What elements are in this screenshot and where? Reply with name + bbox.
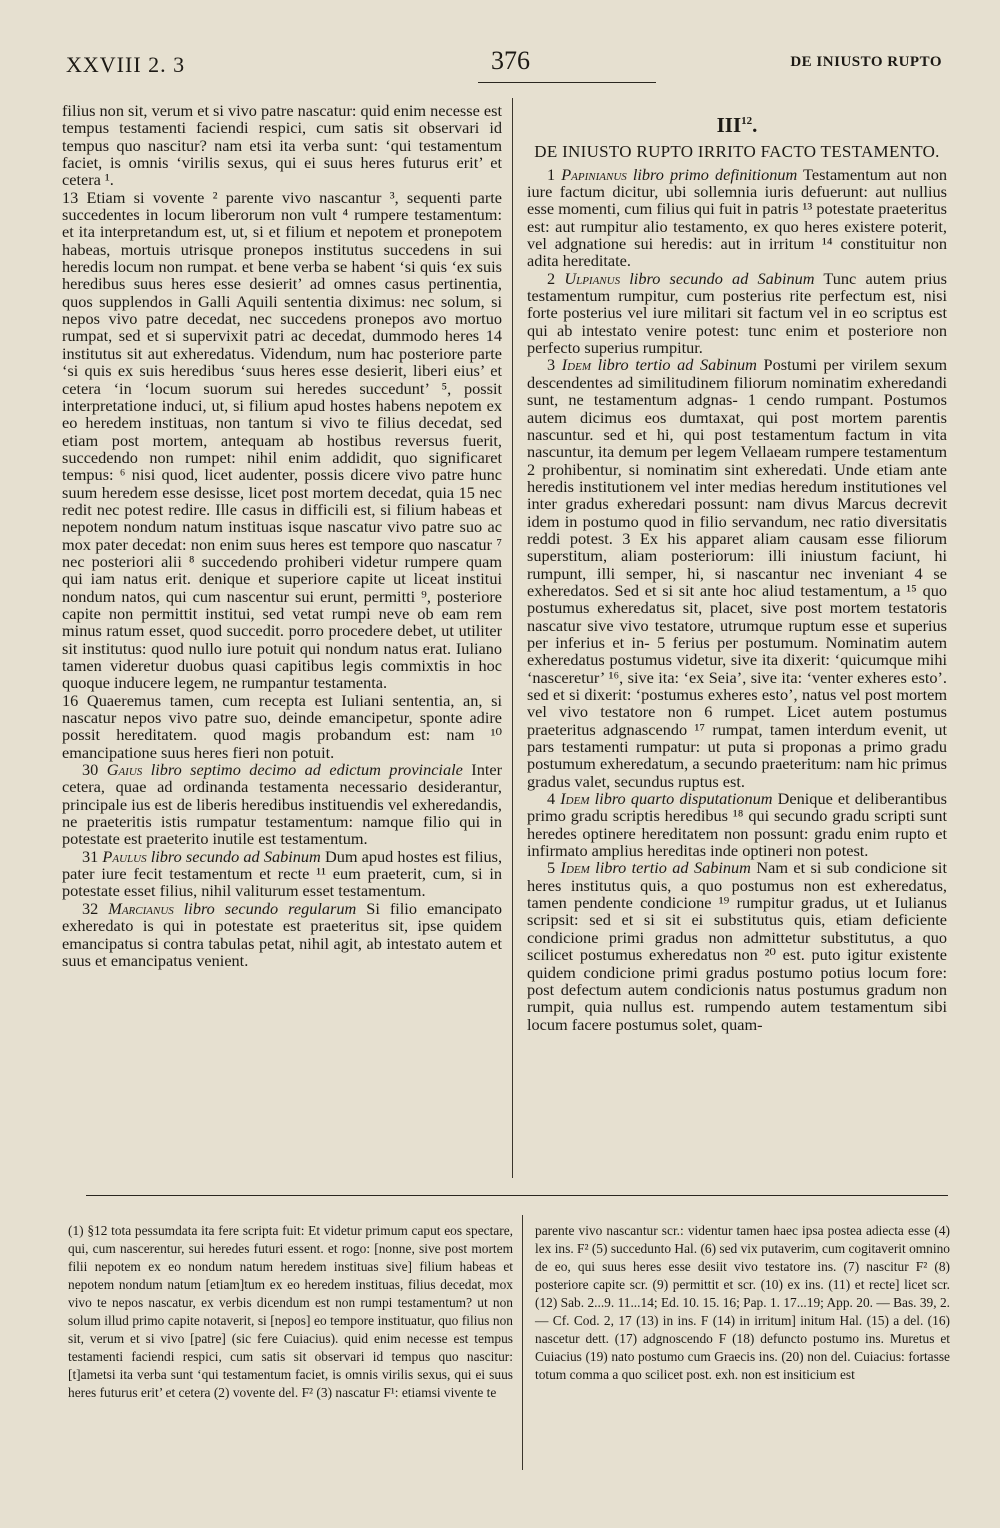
fragment-5 <box>527 859 947 1032</box>
fragment-source: libro tertio ad Sabinum <box>597 355 757 375</box>
fragment-author: Idem <box>560 789 590 809</box>
header-running-title: DE INIUSTO RUPTO <box>790 54 942 70</box>
running-header <box>66 46 942 86</box>
right-column <box>527 113 947 1033</box>
fragment-text: Inter cetera, quae ad ordinanda testamenta necessario desiderantur, principale ius est de liberis heredibus instituendis vel exheredandis, ne praeteritis istis rumpatur testamentum: namque filio qui in potestate est praeterito inutile est testamentum. <box>62 760 503 849</box>
page-number: 376 <box>491 46 530 75</box>
paragraph: filius non sit, verum et si vivo patre nascatur: quid enim necesse est tempus testamenti faciendi respici, cum satis sit observari id tempus quo nascitur? nam etsi ita verba sunt: ‘qui testamentum faciet, is omnis ‘virilis sexus, qui ei suus heres futurus erit’ et cetera ¹. <box>62 101 502 190</box>
fragment-number: 31 <box>82 846 99 866</box>
title-note-marker: 12 <box>741 115 753 127</box>
paragraph: 13 Etiam si vovente ² parente vivo nascantur ³, sequenti parte succedentes in locum liberorum non vult ⁴ rumpere testamentum: et ita interpretandum est, ut, si et filium et nepotem et pronepotem habeas, mortuis utrisque pronepos institutus succedens in sui heredis locum non rumpat. et bene verba se habent ‘si quis ‘ex suis heredibus suus heres esse desierit’ ad omnes casus pertinentia, quos supplendos in Galli Aquili sententia diximus: nec solum, si nepos vivo patre decedat, nec succedens pronepos avo mortuo rumpat, sed et si supervixit patri ac decedat, dummodo heres 14 institutus sit aut exheredatus. Videndum, num hac posteriore parte ‘si quis ex suis heredibus ‘suus heres esse desierit, liberi eius’ et cetera ‘in ‘locum suorum sui heredes succedunt’ ⁵, possit interpretatione induci, ut, si filium apud hostes habens nepotem ex eo heredem instituas, non tantum si vivo te filius decedat, sed etiam post mortem, antequam ab hostibus reversus fuerit, succedendo non rumpet: nihil enim addidit, quo significaret tempus: ⁶ nisi quod, licet audenter, possis dicere vivo patre hunc suum heredem esse desisse, licet post mortem decedat, quia 15 nec redit nec potest redire. Ille casus in difficili est, si filium habeas et nepotem nondum natum instituas isque nascatur vivo patre suo ac mox pater decedat: non enim suus heres est tempore quo nascatur ⁷ nec posteriori alii ⁸ succedendo prohiberi videtur rumpere quam qui iam natus erit. denique et superiore capite ut liceat institui nondum natos, qui cum nascentur sui erunt, permitti ⁹, posteriore capite non permittit institui, sed vetat rumpi neve ob eam rem minus ratum esset, quod succedit. porro procedere debet, ut utiliter sit institutus: quod nullo iure potuit qui nondum natus erat. Iuliano tamen videretur duobus quasi capitibus legis commixtis in hoc quoque inducere legem, ne rumpantur testamenta. <box>62 187 502 693</box>
fragment-number: 2 <box>547 268 556 288</box>
column-divider <box>512 98 513 1178</box>
fragment-source: libro septimo decimo ad edictum provinciale <box>150 760 463 780</box>
footnote-text: (1) §12 tota pessumdata ita fere scripta fuit: Et videtur primum caput eos spectare, qui, cum nascerentur, sui heredes futuri essent. et rogo: [nonne, sive post mortem filii nepotem ex eo nondum natum heredem instituas sive] filium habeas et nepotem nondum natum [etiam]tum ex eo heredem instituas, filius decedat, mox vivo te nepos nascatur, ex verbis dicendum est non rumpi testamentum? ut non solum illud primo capite notaverit, si [nepos] eo tempore instituatur, quo filius non sit, verum et si vivo [patre] (sic fere Cuiacius). quid enim necesse est tempus testamenti faciendi respici, cum satis sit observari id tempus quo nascitur: [t]ametsi ita verba sunt ‘qui testamentum faciet, is omnis virilis sexus, qui ei suus heres futurus erit’ et cetera (2) vovente del. F² (3) nascatur F¹: etiamsi vivente te <box>68 1223 513 1400</box>
fragment-text: Tunc autem prius testamentum rumpitur, cum posterius rite perfectum est, nisi forte posterius vel iure militari sit factum vel in eo scriptus est qui ab intestato venire potest: tunc enim et posteriore non perfecto superius rumpitur. <box>527 268 947 358</box>
fragment-source: libro secundo ad Sabinum <box>150 846 321 866</box>
fragment-number: 5 <box>547 858 556 878</box>
fragment-author: Idem <box>561 355 591 375</box>
fragment-text: Postumi per virilem sexum descendentes ad similitudinem filiorum nominatim exheredandi sunt, ne testamentum adgnas- 1 cendo rumpant. Postumos autem dicimus eos dumtaxat, qui post mortem parentis nascuntur. sed et hi, qui post testamentum factum in vita nascuntur, ita demum per legem Vellaeam rumpere testamentum 2 prohibentur, si nominatim sint exheredati. Unde etiam ante heredis institutionem vel inter medias heredum institutiones vel inter gradus exheredari possunt: nam divus Marcus decrevit idem in postumo quod in filio servandum, nec ratio diversitatis reddi potest. 3 Ex his apparet aliam causam esse filiorum superstitum, aliam posteriorum: illi iniustum faciunt, hi rumpunt, illi semper, hi, si nascantur nec inveniant 4 se exheredatos. Sed et si sit ante hoc aliud testamentum, a ¹⁵ quo postumus exheredatus sit, placet, sive post mortem testatoris nascatur sive vivo testatore, utrumque ruptum esse et superius per inferius et in- 5 ferius per postumum. Nominatim autem exheredatus postumus videtur, sive ita dixerit: ‘quicumque mihi ‘nasceretur’ ¹⁶, sive ita: ‘ex Seia’, sive ita: ‘venter exheres esto’. sed et si dixerit: ‘postumus exheres esto’, natus vel post mortem vel vivo testatore non 6 rumpet. Licet autem postumus praeteritus adgnascendo ¹⁷ rumpat, tamen interdum evenit, ut pars testamenti rumpatur: ut puta si proponas a primo gradu postumum exheredatum, a secundo praeteritum: nam hic primus gradus valet, secundus ruptus est. <box>527 355 947 791</box>
footnote-text: parente vivo nascantur scr.: videntur tamen haec ipsa postea adiecta esse (4) lex ins. F² (5) succedunto Hal. (6) sed vix putaverim, cum cogitaverit omnino de eo, qui suus heres esse desiit vivo testatore ins. (7) nascitur F² (8) posteriore capite scr. (9) permittit et scr. (10) ex ins. (11) et recte] licet scr. (12) Sab. 2...9. 11...14; Ed. 10. 15. 16; Pap. 1. 17...19; App. 20. — Bas. 39, 2. — Cf. Cod. 2, 17 (13) in ins. F (14) in irritum] initum Hal. (15) a del. (16) nascetur dett. (17) adgnoscendo F (18) defuncto postumo ins. Muretus et Cuiacius (19) nato postumo cum Graecis ins. (20) non del. Cuiacius: fortasse totum comma a quo scilicet post. exh. non est insiticium est <box>535 1223 950 1382</box>
fragment-author: Marcianus <box>108 898 174 918</box>
fragment-number: 4 <box>547 789 556 809</box>
fragment-text: Testamentum aut non iure factum dicitur, ubi sollemnia iuris defuerunt: aut nullius esse momenti, cum filius qui fuit in patris ¹³ potestate praeteritus est: aut rumpitur alio testamento, ex quo heres existere poterit, vel adgnatione sui heredis: aut in irritum ¹⁴ constituitur non adita hereditate. <box>527 164 947 271</box>
fragment-2 <box>527 270 947 357</box>
fragment-number: 1 <box>547 164 556 184</box>
footnote-column-divider <box>522 1215 523 1470</box>
fragment-source: libro primo definitionum <box>632 164 798 184</box>
fragment-30 <box>62 761 502 848</box>
fragment-text: Si filio emancipato exheredato is qui in potestate est praeteritus sit, ipse quidem emancipatus si contra tabulas petat, nihil agit, ab intestato autem et suus et emancipatus venient. <box>62 898 502 970</box>
fragment-source: libro secundo ad Sabinum <box>629 268 815 288</box>
header-book-reference: XXVIII 2. 3 <box>66 52 186 77</box>
title-roman: III <box>716 113 742 137</box>
fragment-author: Papinianus <box>561 164 627 184</box>
left-column <box>62 102 502 969</box>
fragment-32 <box>62 900 502 969</box>
title-heading: DE INIUSTO RUPTO IRRITO FACTO TESTAMENTO. <box>534 142 940 162</box>
fragment-source: libro tertio ad Sabinum <box>595 858 751 878</box>
fragment-number: 30 <box>82 760 99 780</box>
fragment-4 <box>527 790 947 859</box>
fragment-source: libro secundo regularum <box>183 898 357 918</box>
footnote-rule <box>86 1195 948 1196</box>
fragment-number: 3 <box>547 355 556 375</box>
title-number: III$^{12}$. <box>716 113 758 137</box>
fragment-number: 32 <box>82 898 99 918</box>
footnotes-right <box>535 1222 950 1384</box>
fragment-1 <box>527 166 947 270</box>
paragraph: 16 Quaeremus tamen, cum recepta est Iuliani sententia, an, si nascatur nepos vivo patre suo, deinde emancipetur, sponte adire possit hereditatem. quod magis probandum est: nam ¹⁰ emancipatione suus heres fieri non potuit. <box>62 690 502 762</box>
fragment-author: Ulpianus <box>564 268 621 288</box>
fragment-author: Idem <box>560 858 590 878</box>
fragment-source: libro quarto disputationum <box>594 789 773 809</box>
fragment-author: Paulus <box>102 846 147 866</box>
fragment-text: Dum apud hostes est filius, pater iure fecit testamentum et recte ¹¹ eum praeterit, cum, si in potestate esset filius, nihil valiturum esset testamentum. <box>62 846 503 901</box>
fragment-author: Gaius <box>106 760 143 780</box>
footnotes-left <box>68 1222 513 1402</box>
fragment-3 <box>527 356 947 790</box>
fragment-31 <box>62 848 502 900</box>
fragment-text: Denique et deliberantibus primo gradu scriptis heredibus ¹⁸ qui secundo gradu scripti sunt heredes optinere hereditatem non possunt: gradu enim rupto et infirmato amplius hereditas inde optineri non potest. <box>527 789 948 861</box>
fragment-text: Nam et si sub condicione sit heres institutus quis, a quo postumus non est exheredatus, tamen pendente condicione ¹⁹ rumpitur gradus, ut et Iulianus scripsit: sed et si sit ei substitutus quis, etiam deficiente condicione primi gradus non admittetur substitutus, a quo scilicet postumus exheredatus non ²⁰ est. puto igitur existente quidem condicione primi gradus postumo potius locum fore: post defectum autem condicionis natus postumus gradum non rumpit, quia nullus est. rumpendo autem testamentum sibi locum facere postumus solet, quam- <box>527 858 947 1034</box>
header-rule <box>478 82 656 83</box>
